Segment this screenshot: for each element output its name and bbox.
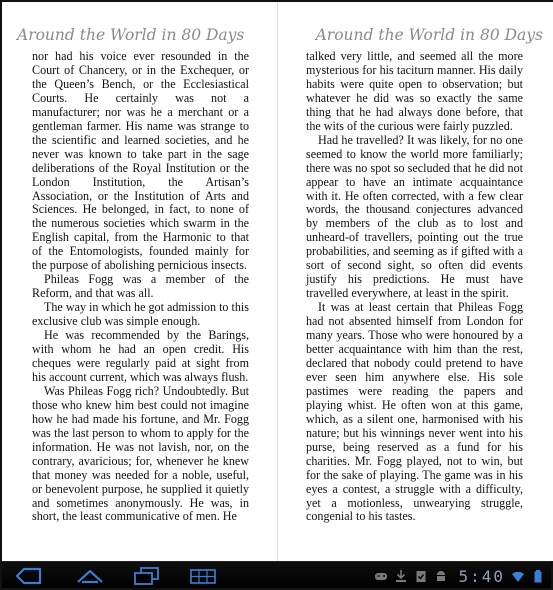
android-icon xyxy=(434,569,448,583)
recent-apps-icon[interactable] xyxy=(130,565,162,587)
left-page-body xyxy=(32,50,249,524)
system-bar xyxy=(2,561,551,588)
right-page-body xyxy=(306,50,523,524)
running-title-left: Around the World in 80 Days xyxy=(17,26,245,44)
wifi-icon xyxy=(511,569,525,583)
paragraph: Had he travelled? It was likely, for no one seemed to know the world more familiarly; there was no spot so secluded that he did not appear to have an intimate acquaintance with it. He often corrected, with a few clear words, the thousand conjectures advanced by members of the club as to lost and unheard-of travellers, pointing out the true probabilities, and seeming as if gifted with a sort of second sight, so often did events justify his predictions. He must have travelled everywhere, at least in the spirit. xyxy=(306,132,523,301)
paragraph: nor had his voice ever resounded in the Court of Chancery, or in the Exchequer, or the Queen’s Bench, or the Ecclesiastical Courts. He certainly was not a manufacturer; nor was he a merchant or a gentleman farmer. His name was strange to the scientific and learned societies, and he never was known to take part in the sage deliberations of the Royal Institution or the London Institution, the Artisan’s Association, or the Institution of Arts and Sciences. He belonged, in fact, to none of the numerous societies which swarm in the English capital, from the Harmonic to that of the Entomologists, founded mainly for the purpose of abolishing pernicious insects. xyxy=(32,49,249,273)
apps-grid-icon[interactable] xyxy=(188,565,218,587)
paragraph: He was recommended by the Barings, with whom he had an open credit. His cheques were regularly paid at sight from his account current, which was always flush. xyxy=(32,328,249,384)
gamepad-icon xyxy=(374,569,388,583)
running-title-right: Around the World in 80 Days xyxy=(315,26,543,44)
status-area[interactable] xyxy=(374,565,545,587)
clipboard-check-icon xyxy=(414,569,428,583)
home-icon[interactable] xyxy=(74,565,106,587)
clock: 5:40 xyxy=(458,566,505,586)
paragraph: The way in which he got admission to this exclusive club was simple enough. xyxy=(32,300,249,329)
battery-icon xyxy=(531,569,545,583)
back-icon[interactable] xyxy=(14,565,46,587)
right-page[interactable] xyxy=(278,2,553,561)
paragraph: It was at least certain that Phileas Fogg had not absented himself from London for many years. Those who were honoured by a better acquaintance with him than the rest, declared that nobody could pretend to have ever seen him anywhere else. His sole pastimes were reading the papers and playing whist. He often won at this game, which, as a silent one, harmonised with his nature; but his winnings never went into his purse, being reserved as a fund for his charities. Mr. Fogg played, not to win, but for the sake of playing. The game was in his eyes a contest, a struggle with a difficulty, yet a motionless, unwearying struggle, congenial to his tastes. xyxy=(306,300,523,524)
download-icon xyxy=(394,569,408,583)
paragraph: talked very little, and seemed all the more mysterious for his taciturn manner. His daily habits were quite open to observation; but whatever he did was so exactly the same thing that he had always done before, that the wits of the curious were fairly puzzled. xyxy=(306,49,523,133)
left-page[interactable] xyxy=(2,2,278,561)
paragraph: Was Phileas Fogg rich? Undoubtedly. But those who knew him best could not imagine how he had made his fortune, and Mr. Fogg was the last person to whom to apply for the information. He was not lavish, nor, on the contrary, avaricious; for, whenever he knew that money was needed for a noble, useful, or benevolent purpose, he supplied it quietly and sometimes anonymously. He was, in short, the least communicative of men. He xyxy=(32,383,249,524)
paragraph: Phileas Fogg was a member of the Reform, and that was all. xyxy=(32,272,249,301)
